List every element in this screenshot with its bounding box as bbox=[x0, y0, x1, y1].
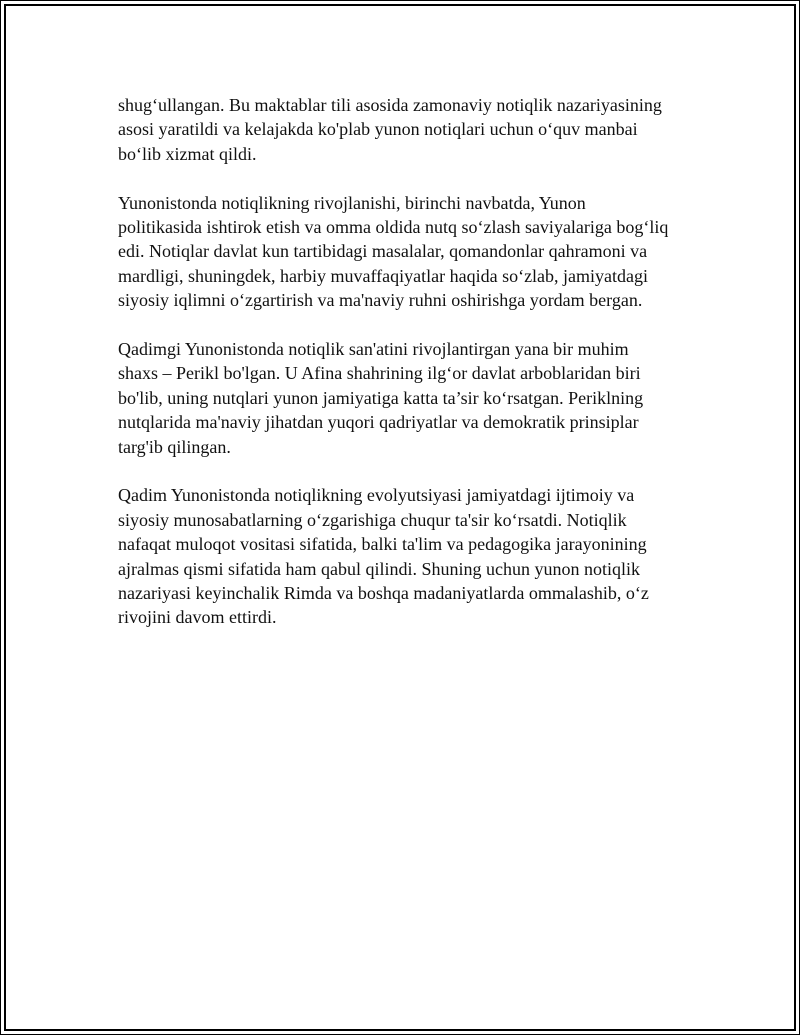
text-line: ajralmas qismi sifatida ham qabul qilindi. Shuning uchun yunon notiqlik bbox=[118, 558, 640, 579]
text-line: asosi yaratildi va kelajakda ko'plab yunon notiqlari uchun o‘quv manbai bbox=[118, 119, 638, 140]
text-line: nazariyasi keyinchalik Rimda va boshqa madaniyatlarda ommalashib, o‘z bbox=[118, 583, 649, 604]
text-line: nutqlarida ma'naviy jihatdan yuqori qadriyatlar va demokratik prinsiplar bbox=[118, 412, 639, 433]
paragraph bbox=[118, 483, 698, 629]
text-line: shug‘ullangan. Bu maktablar tili asosida zamonaviy notiqlik nazariyasining bbox=[118, 95, 662, 115]
text-line: siyosiy iqlimni o‘zgartirish va ma'naviy ruhni oshirishga yordam bergan. bbox=[118, 290, 643, 311]
document-body bbox=[118, 93, 698, 654]
text-line: Qadimgi Yunonistonda notiqlik san'atini rivojlantirgan yana bir muhim bbox=[118, 339, 629, 360]
text-line: nafaqat muloqot vositasi sifatida, balki ta'lim va pedagogika jarayonining bbox=[118, 534, 647, 555]
text-line: edi. Notiqlar davlat kun tartibidagi masalalar, qomandonlar qahramoni va bbox=[118, 241, 648, 262]
paragraph bbox=[118, 191, 698, 313]
paragraph bbox=[118, 93, 698, 166]
text-line: bo'lib, uning nutqlari yunon jamiyatiga katta ta’sir ko‘rsatgan. Periklning bbox=[118, 387, 644, 408]
text-line: politikasida ishtirok etish va omma oldida nutq so‘zlash saviyalariga bog‘liq bbox=[118, 217, 669, 238]
text-line: targ'ib qilingan. bbox=[118, 436, 231, 457]
text-line: mardligi, shuningdek, harbiy muvaffaqiyatlar haqida so‘zlab, jamiyatdagi bbox=[118, 265, 649, 286]
text-line: shaxs – Perikl bo'lgan. U Afina shahrining ilg‘or davlat arboblaridan biri bbox=[118, 363, 641, 384]
text-line: Qadim Yunonistonda notiqlikning evolyutsiyasi jamiyatdagi ijtimoiy va bbox=[118, 485, 635, 506]
text-line: siyosiy munosabatlarning o‘zgarishiga chuqur ta'sir ko‘rsatdi. Notiqlik bbox=[118, 509, 627, 530]
paragraph bbox=[118, 337, 698, 459]
text-line: bo‘lib xizmat qildi. bbox=[118, 143, 257, 164]
text-line: rivojini davom ettirdi. bbox=[118, 607, 277, 628]
text-line: Yunonistonda notiqlikning rivojlanishi, birinchi navbatda, Yunon bbox=[118, 192, 586, 213]
